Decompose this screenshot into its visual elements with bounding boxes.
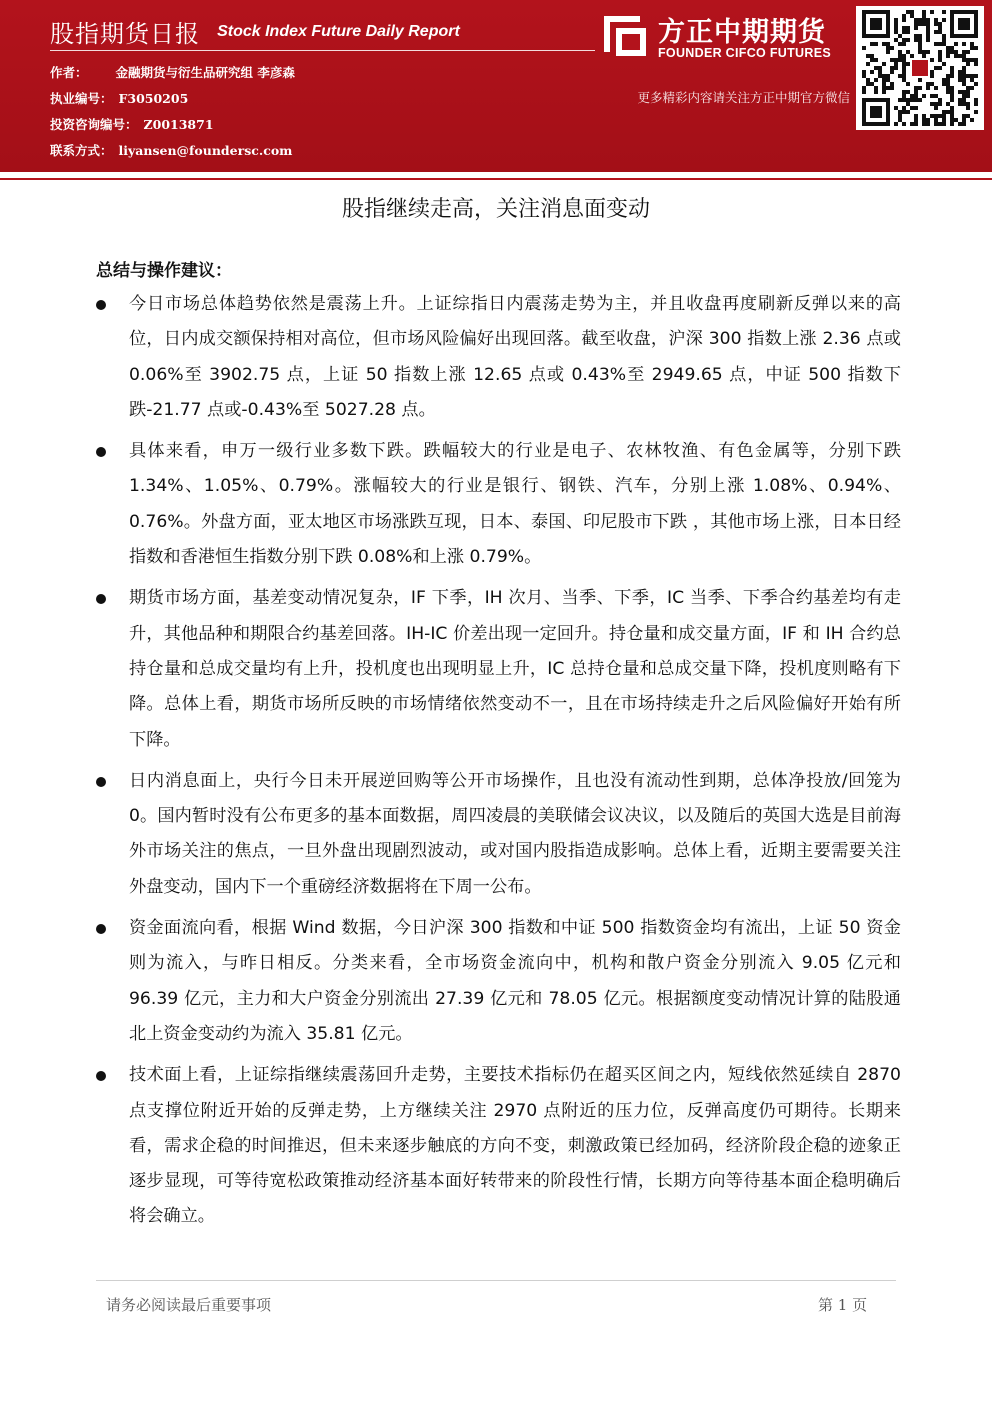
section-heading: 总结与操作建议： [96,261,232,281]
list-item [96,764,901,905]
paragraph-technical: 技术面上看，上证综指继续震荡回升走势，主要技术指标仍在超买区间之内，短线依然延续自 2870 点支撑位附近开始的反弹走势，上方继续关注 2970 点附近的压力位，反弹高度仍可期待。长期来看，需求企稳的时间推迟，但未来逐步触底的方向不变，刺激政策已经加码，经济阶段企稳的迹象正逐步显现，可等待宽松政策推动经济基本面好转带来的阶段性行情，长期方向等待基本面企稳明确后将会确立。 [129,1065,901,1227]
author-meta [50,60,295,164]
logo-name-en: FOUNDER CIFCO FUTURES [658,46,831,60]
bullet-icon [96,777,106,787]
list-item [96,434,901,575]
qr-code-icon [860,10,980,126]
document-title: 股指继续走高，关注消息面变动 [341,197,650,222]
bullet-icon [96,447,106,457]
company-logo [600,8,850,68]
list-item [96,1058,901,1234]
summary-list [96,287,901,1241]
header-bottom-rule [0,178,992,180]
meta-consult-id: 投资咨询编号： Z0013871 [50,117,214,132]
report-title-en: Stock Index Future Daily Report [217,22,460,40]
wechat-qr[interactable] [856,6,984,130]
list-item [96,581,901,757]
footer-notice: 请务必阅读最后重要事项 [106,1296,272,1314]
bullet-icon [96,1071,106,1081]
paragraph-market-overview: 今日市场总体趋势依然是震荡上升。上证综指日内震荡走势为主，并且收盘再度刷新反弹以来的高位，日内成交额保持相对高位，但市场风险偏好出现回落。截至收盘，沪深 300 指数上涨 2.36 点或 0.06%至 3902.75 点，上证 50 指数上涨 12.65 点或 0.43%至 2949.65 点，中证 500 指数下跌-21.77 点或-0.43%至 5027.28 点。 [129,294,901,420]
list-item [96,287,901,428]
report-header [0,0,992,172]
company-logo-icon [600,8,650,58]
report-title-cn: 股指期货日报 [50,20,200,48]
bullet-icon [96,300,106,310]
paragraph-capital-flow: 资金面流向看，根据 Wind 数据，今日沪深 300 指数和中证 500 指数资金均有流出，上证 50 资金则为流入，与昨日相反。分类来看，全市场资金流向中，机构和散户资金分别流入 9.05 亿元和 96.39 亿元，主力和大户资金分别流出 27.39 亿元和 78.05 亿元。根据额度变动情况计算的陆股通北上资金变动约为流入 35.81 亿元。 [129,918,901,1044]
wechat-note: 更多精彩内容请关注方正中期官方微信 [637,90,850,105]
paragraph-sector-performance: 具体来看，申万一级行业多数下跌。跌幅较大的行业是电子、农林牧渔、有色金属等，分别下跌 1.34%、1.05%、0.79%。涨幅较大的行业是银行、钢铁、汽车，分别上涨 1.08%、0.94%、0.76%。外盘方面，亚太地区市场涨跌互现，日本、泰国、印尼股市下跌 ，其他市场上涨，日本日经指数和香港恒生指数分别下跌 0.08%和上涨 0.79%。 [129,441,901,568]
footer-divider [96,1280,896,1281]
page-number: 第 1 页 [818,1296,868,1314]
bullet-icon [96,924,106,934]
meta-contact: 联系方式： liyansen@foundersc.com [50,143,293,158]
meta-license: 执业编号： F3050205 [50,91,189,106]
paragraph-futures-market: 期货市场方面，基差变动情况复杂，IF 下季，IH 次月、当季、下季，IC 当季、下季合约基差均有走升，其他品种和期限合约基差回落。IH-IC 价差出现一定回升。持仓量和成交量方面，IF 和 IH 合约总持仓量和总成交量均有上升，投机度也出现明显上升，IC 总持仓量和总成交量下降，投机度则略有下降。总体上看，期货市场所反映的市场情绪依然变动不一，且在市场持续走升之后风险偏好开始有所下降。 [129,588,901,750]
header-divider [50,50,595,51]
bullet-icon [96,594,106,604]
paragraph-news: 日内消息面上，央行今日未开展逆回购等公开市场操作，且也没有流动性到期，总体净投放/回笼为 0。国内暂时没有公布更多的基本面数据，周四凌晨的美联储会议决议，以及随后的英国大选是目前海外市场关注的焦点，一旦外盘出现剧烈波动，或对国内股指造成影响。总体上看，近期主要需要关注外盘变动，国内下一个重磅经济数据将在下周一公布。 [129,770,901,897]
meta-author: 作者： 金融期货与衍生品研究组 李彦森 [50,65,295,80]
list-item [96,911,901,1052]
report-title-row [50,14,460,49]
logo-name-cn: 方正中期期货 [658,17,826,48]
